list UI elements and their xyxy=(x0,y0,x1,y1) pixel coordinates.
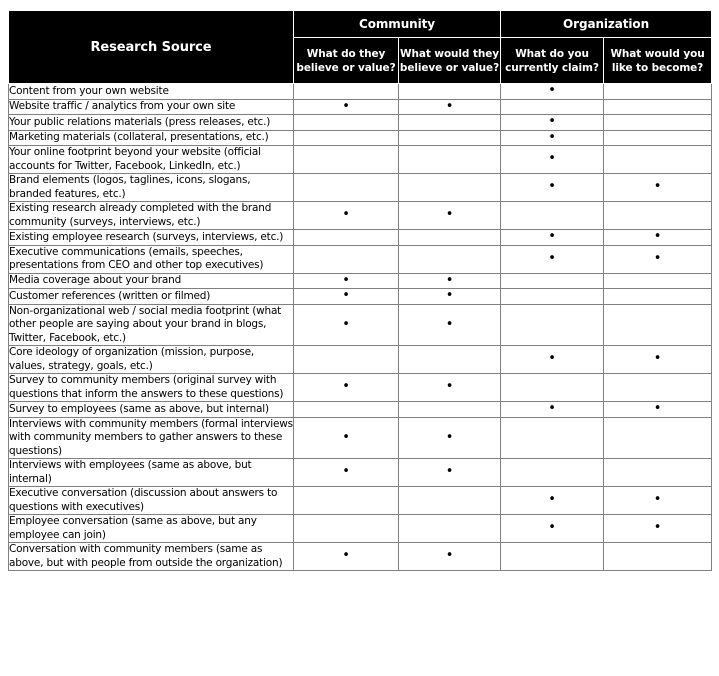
empty-mark-cell xyxy=(501,459,604,487)
bullet-mark-cell xyxy=(604,245,712,273)
bullet-mark-cell xyxy=(399,304,501,346)
research-source-cell: Existing employee research (surveys, interviews, etc.) xyxy=(9,230,294,246)
table-row xyxy=(9,130,712,146)
table-body xyxy=(9,84,712,571)
empty-mark-cell xyxy=(399,84,501,100)
bullet-icon: • xyxy=(445,548,454,564)
table-row xyxy=(9,289,712,305)
corner-header-research-source: Research Source xyxy=(9,11,294,84)
empty-mark-cell xyxy=(604,304,712,346)
subheader-community-believe-future: What would they believe or value? xyxy=(399,38,501,84)
empty-mark-cell xyxy=(399,174,501,202)
bullet-icon: • xyxy=(653,351,662,367)
bullet-icon: • xyxy=(342,207,350,223)
empty-mark-cell xyxy=(399,230,501,246)
table-row xyxy=(9,374,712,402)
bullet-icon: • xyxy=(548,114,556,129)
research-source-cell: Interviews with employees (same as above, but internal) xyxy=(9,459,294,487)
empty-mark-cell xyxy=(294,174,399,202)
bullet-mark-cell xyxy=(604,230,712,246)
empty-mark-cell xyxy=(294,245,399,273)
empty-mark-cell xyxy=(294,515,399,543)
research-source-cell: Your public relations materials (press releases, etc.) xyxy=(9,115,294,131)
table-row xyxy=(9,245,712,273)
table-row xyxy=(9,273,712,289)
bullet-icon: • xyxy=(548,83,556,98)
bullet-mark-cell xyxy=(501,346,604,374)
empty-mark-cell xyxy=(294,130,399,146)
bullet-mark-cell xyxy=(399,289,501,305)
table-row xyxy=(9,543,712,571)
research-source-cell: Interviews with community members (formal interviews with community members to gather answers to these questions) xyxy=(9,417,293,457)
empty-mark-cell xyxy=(294,84,399,100)
research-source-cell: Customer references (written or filmed) xyxy=(9,289,294,305)
empty-mark-cell xyxy=(604,543,712,571)
empty-mark-cell xyxy=(604,459,712,487)
bullet-mark-cell xyxy=(604,487,712,515)
bullet-mark-cell xyxy=(399,417,501,459)
empty-mark-cell xyxy=(294,230,399,246)
empty-mark-cell xyxy=(294,346,399,374)
bullet-icon: • xyxy=(445,98,454,114)
bullet-mark-cell xyxy=(294,417,399,459)
research-source-cell: Content from your own website xyxy=(9,84,294,100)
bullet-icon: • xyxy=(445,429,454,445)
bullet-mark-cell xyxy=(501,115,604,131)
bullet-mark-cell xyxy=(501,230,604,246)
empty-mark-cell xyxy=(604,417,712,459)
table-row xyxy=(9,487,712,515)
research-source-cell: Your online footprint beyond your website (official accounts for Twitter, Facebook, LinkedIn, etc.) xyxy=(9,146,294,174)
research-source-cell: Media coverage about your brand xyxy=(9,273,294,289)
bullet-mark-cell xyxy=(501,515,604,543)
table-row xyxy=(9,304,712,346)
bullet-mark-cell xyxy=(399,543,501,571)
bullet-mark-cell xyxy=(294,202,399,230)
table-row xyxy=(9,459,712,487)
bullet-mark-cell xyxy=(501,130,604,146)
bullet-mark-cell xyxy=(501,146,604,174)
bullet-icon: • xyxy=(342,98,350,114)
bullet-icon: • xyxy=(548,229,556,244)
empty-mark-cell xyxy=(604,99,712,115)
bullet-mark-cell xyxy=(399,374,501,402)
bullet-icon: • xyxy=(548,250,556,266)
research-source-cell: Conversation with community members (same as above, but with people from outside the organization) xyxy=(9,543,294,571)
table-row xyxy=(9,230,712,246)
research-source-cell: Executive conversation (discussion about answers to questions with executives) xyxy=(9,487,294,515)
research-source-cell: Survey to employees (same as above, but internal) xyxy=(9,402,294,418)
bullet-icon: • xyxy=(445,272,454,288)
bullet-icon: • xyxy=(548,401,556,416)
empty-mark-cell xyxy=(604,289,712,305)
bullet-mark-cell xyxy=(294,273,399,289)
research-source-cell: Non-organizational web / social media footprint (what other people are saying about your brand in blogs, Twitter, Facebook, etc.) xyxy=(9,304,294,346)
bullet-mark-cell xyxy=(604,515,712,543)
subheader-organization-claim-now: What do you currently claim? xyxy=(501,38,604,84)
research-source-table xyxy=(8,10,712,571)
empty-mark-cell xyxy=(604,374,712,402)
bullet-icon: • xyxy=(548,151,556,167)
bullet-mark-cell xyxy=(604,346,712,374)
research-source-cell: Existing research already completed with the brand community (surveys, interviews, etc.) xyxy=(9,202,294,230)
table-row xyxy=(9,84,712,100)
bullet-mark-cell xyxy=(501,487,604,515)
group-header-organization: Organization xyxy=(501,11,712,38)
bullet-mark-cell xyxy=(294,304,399,346)
bullet-icon: • xyxy=(548,129,556,145)
bullet-mark-cell xyxy=(399,459,501,487)
bullet-icon: • xyxy=(342,429,350,445)
table-row xyxy=(9,115,712,131)
empty-mark-cell xyxy=(604,84,712,100)
empty-mark-cell xyxy=(294,487,399,515)
research-source-cell: Brand elements (logos, taglines, icons, slogans, branded features, etc.) xyxy=(9,174,294,202)
bullet-mark-cell xyxy=(501,245,604,273)
empty-mark-cell xyxy=(399,515,501,543)
empty-mark-cell xyxy=(604,273,712,289)
empty-mark-cell xyxy=(399,115,501,131)
empty-mark-cell xyxy=(294,402,399,418)
bullet-mark-cell xyxy=(604,402,712,418)
bullet-icon: • xyxy=(342,288,350,303)
empty-mark-cell xyxy=(501,273,604,289)
bullet-mark-cell xyxy=(501,174,604,202)
empty-mark-cell xyxy=(604,146,712,174)
research-source-cell: Survey to community members (original survey with questions that inform the answers to these questions) xyxy=(9,374,294,402)
empty-mark-cell xyxy=(399,245,501,273)
bullet-mark-cell xyxy=(604,174,712,202)
empty-mark-cell xyxy=(501,543,604,571)
group-header-community: Community xyxy=(294,11,501,38)
bullet-icon: • xyxy=(548,351,556,367)
subheader-community-believe-now: What do they believe or value? xyxy=(294,38,399,84)
bullet-icon: • xyxy=(653,179,662,195)
bullet-icon: • xyxy=(548,492,556,508)
empty-mark-cell xyxy=(604,115,712,131)
group-header-row xyxy=(9,11,712,38)
empty-mark-cell xyxy=(399,487,501,515)
bullet-icon: • xyxy=(445,207,454,223)
research-source-cell: Core ideology of organization (mission, purpose, values, strategy, goals, etc.) xyxy=(9,346,294,374)
bullet-icon: • xyxy=(445,316,454,332)
table-row xyxy=(9,99,712,115)
empty-mark-cell xyxy=(501,374,604,402)
empty-mark-cell xyxy=(294,146,399,174)
bullet-mark-cell xyxy=(399,99,501,115)
empty-mark-cell xyxy=(294,115,399,131)
table-row xyxy=(9,515,712,543)
bullet-icon: • xyxy=(653,229,662,244)
bullet-icon: • xyxy=(548,520,556,536)
table-row xyxy=(9,174,712,202)
bullet-icon: • xyxy=(445,379,454,395)
subheader-organization-become-future: What would you like to become? xyxy=(604,38,712,84)
empty-mark-cell xyxy=(399,146,501,174)
bullet-icon: • xyxy=(653,492,662,508)
research-source-cell: Website traffic / analytics from your own site xyxy=(9,99,294,115)
bullet-icon: • xyxy=(445,288,454,303)
bullet-icon: • xyxy=(342,316,350,332)
table-row xyxy=(9,402,712,418)
bullet-mark-cell xyxy=(294,543,399,571)
empty-mark-cell xyxy=(501,202,604,230)
bullet-icon: • xyxy=(653,250,662,266)
research-source-cell: Employee conversation (same as above, but any employee can join) xyxy=(9,515,294,543)
empty-mark-cell xyxy=(501,99,604,115)
empty-mark-cell xyxy=(501,417,604,459)
empty-mark-cell xyxy=(501,289,604,305)
empty-mark-cell xyxy=(399,402,501,418)
bullet-mark-cell xyxy=(399,202,501,230)
table-row xyxy=(9,146,712,174)
research-source-cell: Marketing materials (collateral, presentations, etc.) xyxy=(9,130,294,146)
bullet-icon: • xyxy=(342,548,350,564)
bullet-mark-cell xyxy=(294,374,399,402)
empty-mark-cell xyxy=(399,346,501,374)
table-header xyxy=(9,11,712,84)
bullet-icon: • xyxy=(653,520,662,536)
bullet-mark-cell xyxy=(294,99,399,115)
bullet-icon: • xyxy=(342,379,350,395)
table-row xyxy=(9,202,712,230)
bullet-mark-cell xyxy=(501,402,604,418)
bullet-mark-cell xyxy=(294,459,399,487)
bullet-icon: • xyxy=(445,464,454,480)
bullet-icon: • xyxy=(342,272,350,288)
bullet-mark-cell xyxy=(399,273,501,289)
bullet-icon: • xyxy=(342,464,350,480)
bullet-mark-cell xyxy=(294,289,399,305)
bullet-icon: • xyxy=(548,179,556,195)
research-source-cell: Executive communications (emails, speeches, presentations from CEO and other top executives) xyxy=(9,245,294,273)
table-row xyxy=(9,346,712,374)
empty-mark-cell xyxy=(501,304,604,346)
bullet-mark-cell xyxy=(501,84,604,100)
empty-mark-cell xyxy=(399,130,501,146)
empty-mark-cell xyxy=(604,202,712,230)
bullet-icon: • xyxy=(653,401,662,416)
table-row xyxy=(9,417,712,459)
empty-mark-cell xyxy=(604,130,712,146)
